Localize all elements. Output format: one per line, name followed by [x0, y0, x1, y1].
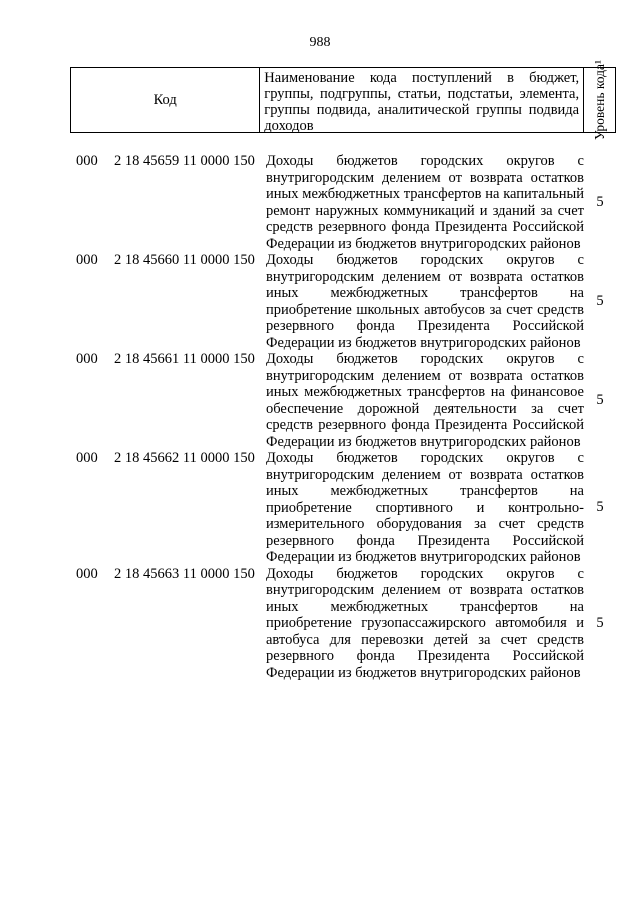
- admin-code: 000: [76, 351, 98, 367]
- revenue-code: 2 18 45661 11 0000 150: [114, 351, 255, 367]
- header-code-label: Код: [153, 91, 177, 108]
- admin-code: 000: [76, 450, 98, 466]
- table-row: [76, 351, 616, 450]
- page-number: 988: [309, 35, 331, 50]
- admin-code: 000: [76, 565, 98, 582]
- table-row: [76, 566, 616, 682]
- table-row: [76, 252, 616, 351]
- table-body: [76, 153, 616, 681]
- table-header: [70, 59, 616, 141]
- code-level: 5: [596, 293, 604, 309]
- code-level: 5: [596, 392, 604, 408]
- code-level: 5: [596, 614, 604, 631]
- revenue-name: Доходы бюджетов городских округов с внутригородским делением от возврата остатков иных межбюджетных трансфертов на приобретение грузопассажирского автомобиля и автобуса для перевозки детей за счет средств резервного фонда Президента Российской Федерации из бюджетов внутригородских районов: [266, 565, 584, 681]
- revenue-code: 2 18 45659 11 0000 150: [114, 153, 255, 169]
- admin-code: 000: [76, 252, 98, 268]
- table-row: [76, 450, 616, 566]
- header-code-cell: [71, 68, 260, 132]
- revenue-code: 2 18 45662 11 0000 150: [114, 450, 255, 466]
- code-level: 5: [596, 194, 604, 210]
- header-level-label: Уровень кода¹: [591, 59, 607, 141]
- header-name-label: Наименование кода поступлений в бюджет, группы, подгруппы, статьи, подстатьи, элемента, группы подвида, аналитической группы подвида доходов: [260, 68, 584, 132]
- table-row: [76, 153, 616, 252]
- revenue-code: 2 18 45660 11 0000 150: [114, 252, 255, 268]
- revenue-name: Доходы бюджетов городских округов с внутригородским делением от возврата остатков иных межбюджетных трансфертов на приобретение школьных автобусов за счет средств резервного фонда Президента Российской Федерации из бюджетов внутригородских районов: [266, 252, 584, 351]
- admin-code: 000: [76, 153, 98, 169]
- header-level-cell: [584, 59, 615, 141]
- revenue-name: Доходы бюджетов городских округов с внутригородским делением от возврата остатков иных межбюджетных трансфертов на приобретение спортивного и контрольно-измерительного оборудования за счет средств резервного фонда Президента Российской Федерации из бюджетов внутригородских районов: [266, 450, 584, 565]
- revenue-name: Доходы бюджетов городских округов с внутригородским делением от возврата остатков иных межбюджетных трансфертов на капитальный ремонт наружных коммуникаций и зданий за счет средств резервного фонда Президента Российской Федерации из бюджетов внутригородских районов: [266, 153, 584, 252]
- code-level: 5: [596, 499, 604, 516]
- revenue-code: 2 18 45663 11 0000 150: [114, 565, 255, 582]
- revenue-name: Доходы бюджетов городских округов с внутригородским делением от возврата остатков иных межбюджетных трансфертов на финансовое обеспечение дорожной деятельности за счет средств резервного фонда Президента Российской Федерации из бюджетов внутригородских районов: [266, 351, 584, 450]
